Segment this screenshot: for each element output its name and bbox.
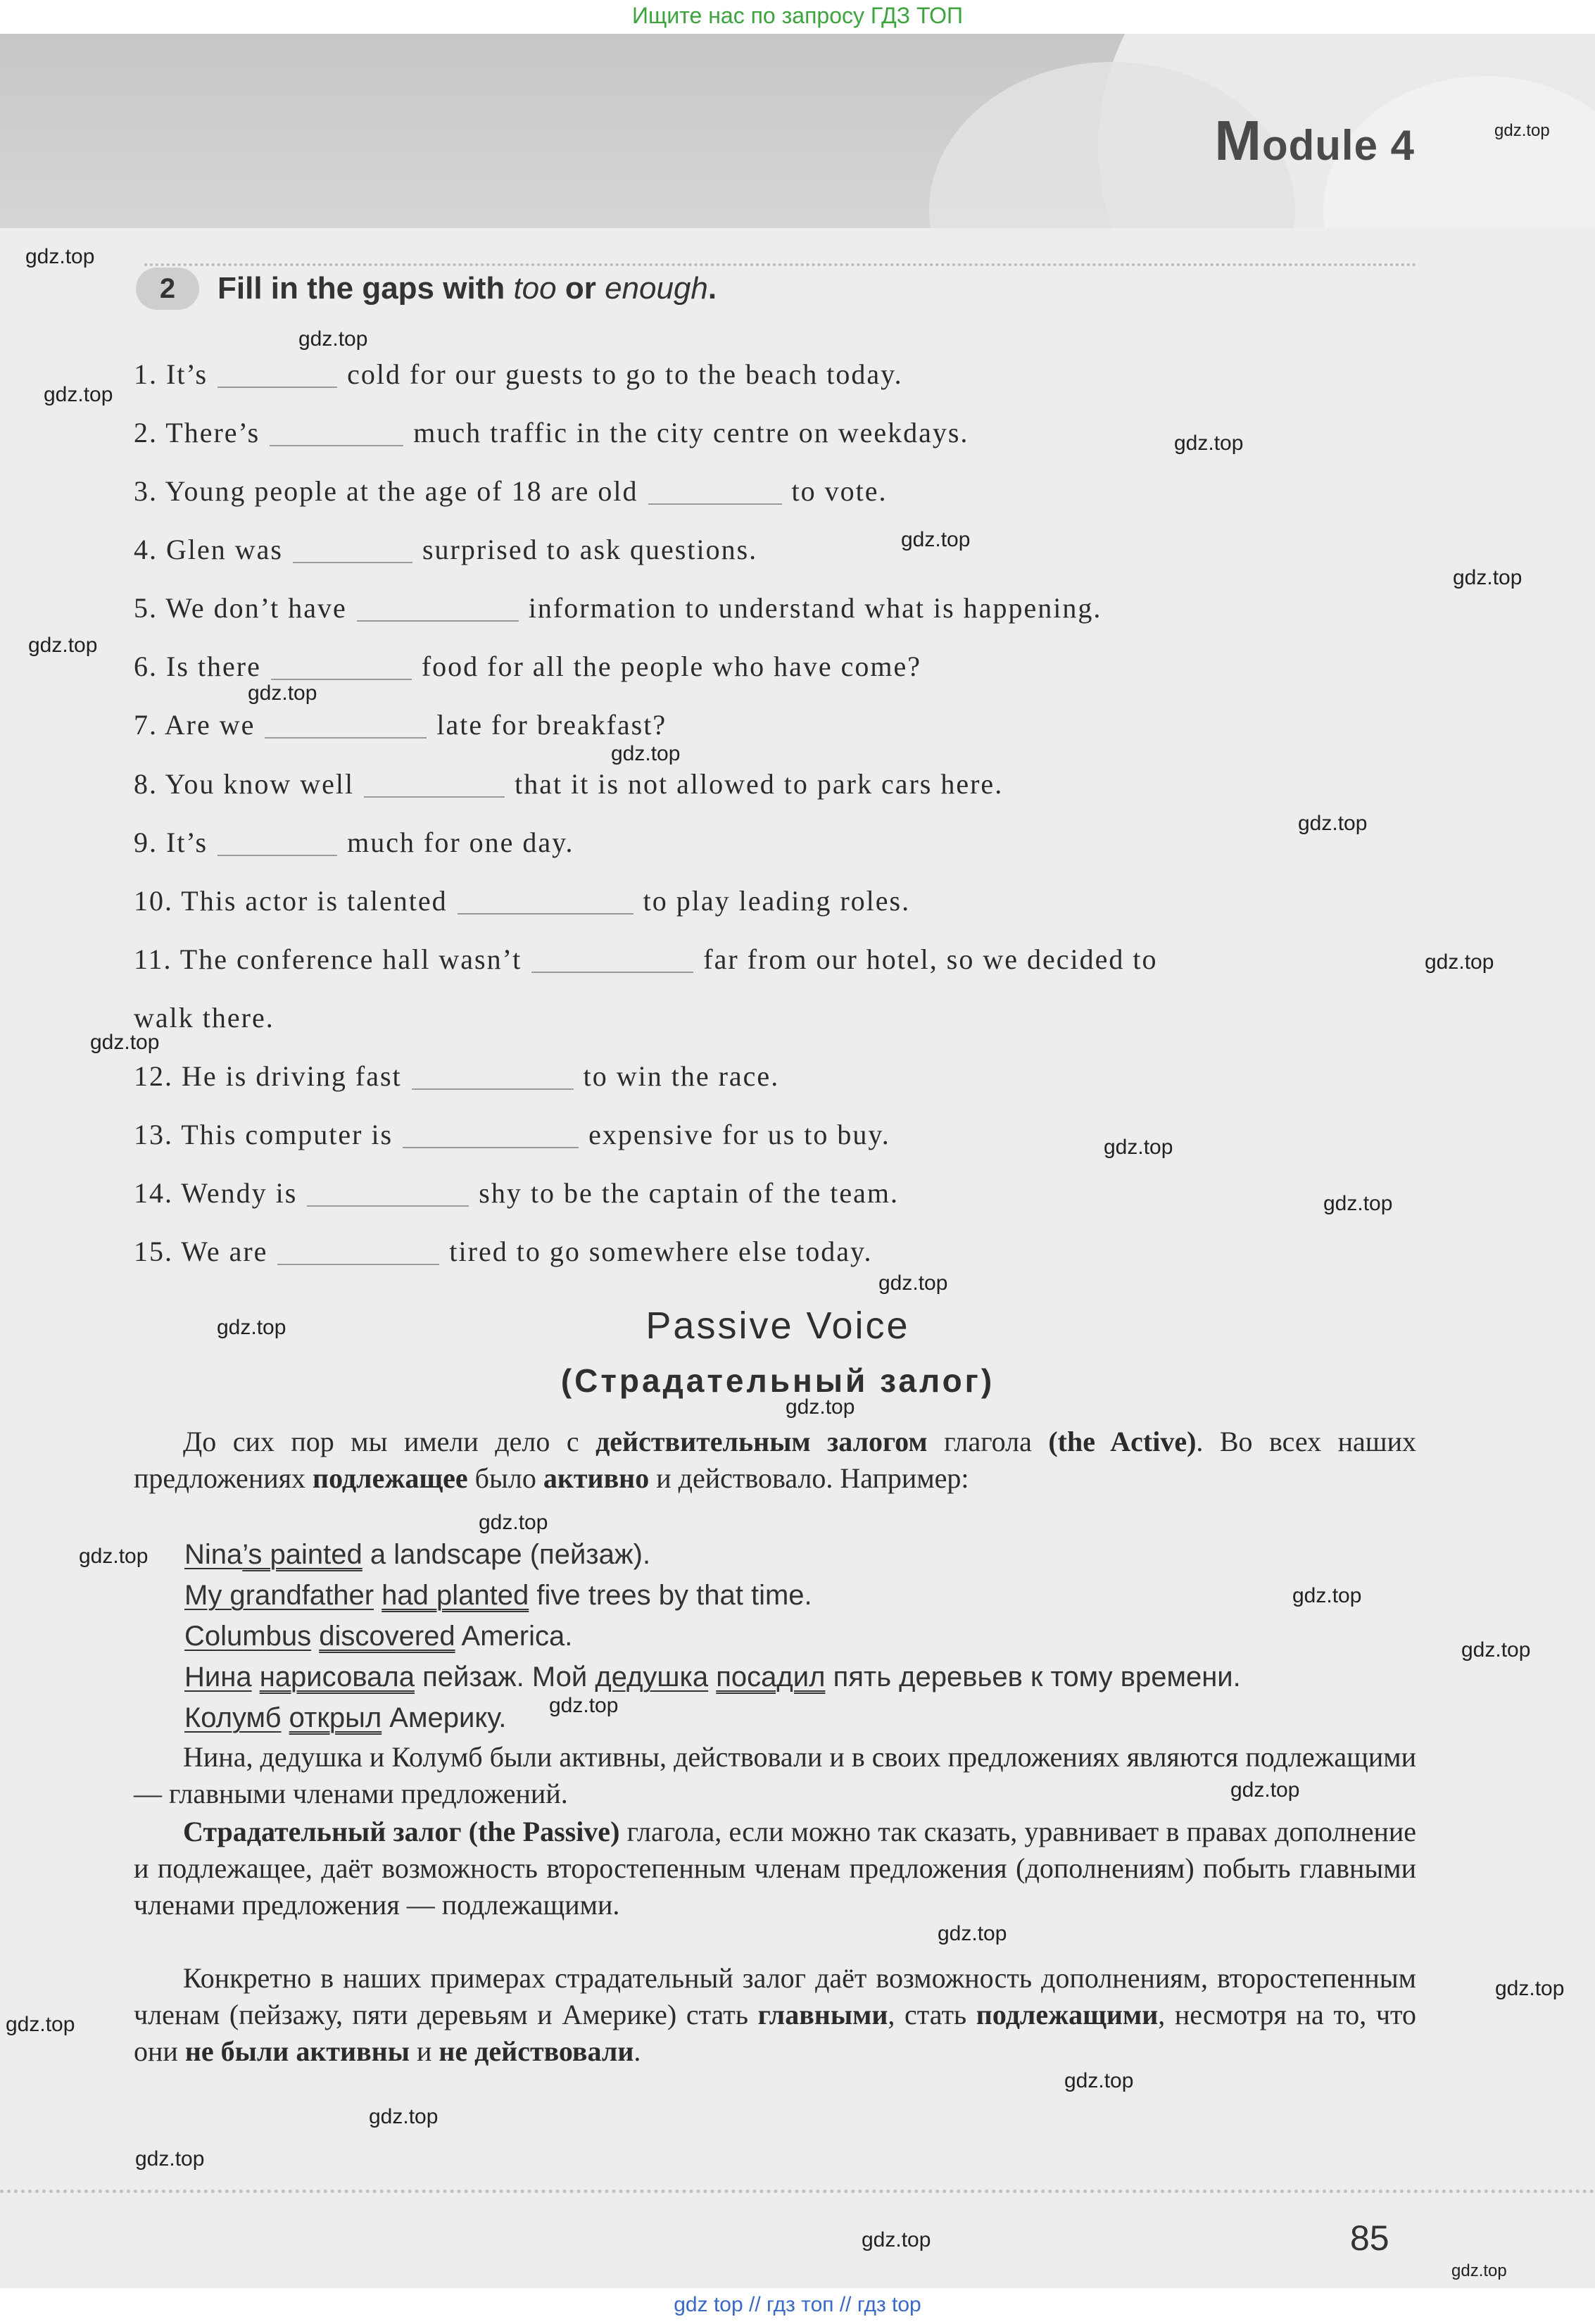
item-text: 6. Is there xyxy=(134,651,261,682)
watermark: gdz.top xyxy=(1174,432,1244,455)
para-bold: не действовали xyxy=(439,2035,634,2067)
watermark: gdz.top xyxy=(938,1922,1007,1945)
para-text: До сих пор мы имели дело с xyxy=(183,1426,596,1457)
example-sentence xyxy=(184,1662,1241,1693)
instruction-enough: enough xyxy=(605,271,708,306)
para-text: , несмотря на то, что они xyxy=(134,1999,1416,2067)
watermark: gdz.top xyxy=(549,1694,619,1717)
paragraph-active-summary: Нина, дедушка и Колумб были активны, действовали и в своих предложениях являются подлежащими — главными членами предложений. xyxy=(134,1741,1416,1809)
para-text: Конкретно в наших примерах страдательный залог даёт возможность дополнениям, второстепенным членам (пейзажу, пяти деревьям и Америке) стать xyxy=(134,1962,1416,2030)
module-title xyxy=(1214,108,1415,173)
example-rest: America. xyxy=(455,1621,573,1652)
watermark: gdz.top xyxy=(1104,1136,1173,1159)
footer-divider xyxy=(0,2190,1595,2193)
answer-gap[interactable] xyxy=(307,1183,469,1207)
example-sentence xyxy=(184,1539,650,1571)
watermark: gdz.top xyxy=(6,2013,75,2036)
example-rest: a landscape (пейзаж). xyxy=(362,1539,651,1570)
para-bold: не были активны xyxy=(184,2035,410,2067)
watermark: gdz.top xyxy=(1292,1584,1362,1607)
exercise-item-continuation xyxy=(134,1001,275,1034)
example-sentence xyxy=(184,1621,572,1652)
section-title: Passive Voice xyxy=(645,1305,910,1347)
module-title-cap: M xyxy=(1214,109,1262,172)
instruction-too: too xyxy=(513,271,557,306)
watermark: gdz.top xyxy=(1064,2069,1134,2092)
answer-gap[interactable] xyxy=(357,598,519,622)
answer-gap[interactable] xyxy=(458,891,633,915)
example-rest: пять деревьев к тому времени. xyxy=(825,1662,1241,1692)
verb-underlined: нарисовала xyxy=(259,1662,415,1692)
subject-underlined: дедушка xyxy=(595,1662,709,1692)
watermark: gdz.top xyxy=(1461,1638,1531,1662)
item-text: 15. We are xyxy=(134,1236,268,1267)
para-bold: главными xyxy=(757,1999,888,2030)
para-text: глагола xyxy=(927,1426,1049,1457)
exercise-item xyxy=(134,708,667,741)
item-text: 12. He is driving fast xyxy=(134,1060,402,1092)
watermark: gdz.top xyxy=(369,2105,439,2128)
item-text: 13. This computer is xyxy=(134,1119,393,1150)
verb-underlined: ’s painted xyxy=(242,1539,362,1570)
watermark: gdz.top xyxy=(1298,812,1368,835)
item-text: expensive for us to buy. xyxy=(588,1119,890,1150)
item-text: to win the race. xyxy=(583,1060,780,1092)
exercise-item xyxy=(134,884,910,917)
exercise-instruction xyxy=(218,271,717,306)
watermark: gdz.top xyxy=(1451,2261,1507,2280)
item-text: late for breakfast? xyxy=(436,709,667,741)
exercise-item xyxy=(134,1176,899,1210)
exercise-item xyxy=(134,358,903,391)
exercise-item xyxy=(134,416,969,449)
exercise-item xyxy=(134,1060,779,1093)
item-text: 2. There’s xyxy=(134,417,260,448)
watermark: gdz.top xyxy=(217,1316,286,1339)
answer-gap[interactable] xyxy=(265,715,427,739)
para-text: глагола, если можно так сказать, уравнивает в правах дополнение и подлежащее, даёт возможность второстепенным членам предложения (дополнениям) побыть главными членами предложения — подлежащими. xyxy=(134,1816,1417,1921)
item-text: 4. Glen was xyxy=(134,534,283,565)
subject-underlined: Колумб xyxy=(184,1702,282,1733)
answer-gap[interactable] xyxy=(218,364,337,388)
instruction-end: . xyxy=(707,271,717,306)
item-text: tired to go somewhere else today. xyxy=(449,1236,873,1267)
bottom-site-bar[interactable]: gdz top // гдз топ // гдз top xyxy=(0,2288,1595,2324)
item-text: 7. Are we xyxy=(134,709,256,741)
page-number: 85 xyxy=(1350,2218,1389,2258)
answer-gap[interactable] xyxy=(364,774,505,798)
answer-gap[interactable] xyxy=(403,1124,579,1148)
module-title-rest: odule 4 xyxy=(1261,122,1415,169)
exercise-item xyxy=(134,650,921,683)
watermark: gdz.top xyxy=(90,1031,160,1054)
watermark: gdz.top xyxy=(1230,1778,1300,1802)
watermark: gdz.top xyxy=(878,1271,948,1295)
exercise-item xyxy=(134,1235,872,1268)
item-text: 8. You know well xyxy=(134,768,355,800)
subject-underlined: Columbus xyxy=(184,1621,312,1652)
answer-gap[interactable] xyxy=(531,949,693,973)
watermark: gdz.top xyxy=(298,327,368,351)
watermark: gdz.top xyxy=(1494,121,1550,140)
section-subtitle: (Страдательный залог) xyxy=(560,1362,995,1399)
example-sentence xyxy=(184,1580,812,1612)
exercise-item xyxy=(134,767,1003,800)
example-sentence xyxy=(184,1702,506,1734)
subject-underlined: My grandfather xyxy=(184,1580,374,1611)
exercise-item xyxy=(134,1118,890,1151)
watermark: gdz.top xyxy=(901,528,971,551)
para-bold: подлежащее xyxy=(313,1462,468,1494)
watermark: gdz.top xyxy=(786,1395,855,1419)
example-rest: five trees by that time. xyxy=(529,1580,812,1611)
para-text: , стать xyxy=(888,1999,976,2030)
exercise-item xyxy=(134,943,1157,976)
item-text: walk there. xyxy=(134,1002,275,1034)
subject-underlined: Нина xyxy=(184,1662,252,1692)
watermark: gdz.top xyxy=(25,245,95,268)
watermark: gdz.top xyxy=(862,2228,931,2251)
item-text: that it is not allowed to park cars here. xyxy=(515,768,1004,800)
watermark: gdz.top xyxy=(611,742,681,765)
example-rest: Америку. xyxy=(382,1702,507,1733)
watermark: gdz.top xyxy=(28,634,98,657)
item-text: 10. This actor is talented xyxy=(134,885,448,917)
answer-gap[interactable] xyxy=(270,422,403,446)
item-text: 11. The conference hall wasn’t xyxy=(134,943,522,975)
subject-underlined: Nina xyxy=(184,1539,243,1570)
answer-gap[interactable] xyxy=(412,1066,574,1090)
para-text: и действовало. Например: xyxy=(649,1462,969,1494)
verb-underlined: открыл xyxy=(289,1702,382,1733)
item-text: food for all the people who have come? xyxy=(421,651,922,682)
exercise-item xyxy=(134,533,757,566)
item-text: shy to be the captain of the team. xyxy=(479,1177,899,1209)
answer-gap[interactable] xyxy=(293,539,412,563)
watermark: gdz.top xyxy=(248,682,317,705)
para-bold: Страдательный залог (the Passive) xyxy=(183,1816,620,1847)
item-text: surprised to ask questions. xyxy=(422,534,758,565)
para-bold: действительным залогом xyxy=(595,1426,928,1457)
watermark: gdz.top xyxy=(1425,950,1494,974)
item-text: 9. It’s xyxy=(134,827,208,858)
item-text: much for one day. xyxy=(347,827,574,858)
exercise-number: 2 xyxy=(136,268,199,310)
watermark: gdz.top xyxy=(79,1545,149,1568)
paragraph-passive-definition xyxy=(134,1814,1416,1923)
para-text: было xyxy=(467,1462,543,1494)
para-bold: подлежащими xyxy=(976,1999,1159,2030)
exercise-divider xyxy=(144,263,1417,266)
exercise-item xyxy=(134,826,574,859)
instruction-text: Fill in the gaps with xyxy=(218,271,514,306)
para-text: . Во всех наших предложениях xyxy=(134,1426,1416,1494)
para-text: и xyxy=(409,2035,439,2067)
answer-gap[interactable] xyxy=(648,481,782,505)
para-bold: активно xyxy=(543,1462,650,1494)
exercise-item xyxy=(134,475,888,508)
watermark: gdz.top xyxy=(1323,1192,1393,1215)
item-text: 14. Wendy is xyxy=(134,1177,298,1209)
watermark: gdz.top xyxy=(1453,566,1522,589)
verb-underlined: посадил xyxy=(716,1662,826,1692)
item-text: to vote. xyxy=(791,475,888,507)
item-text: 1. It’s xyxy=(134,358,208,390)
item-text: to play leading roles. xyxy=(643,885,911,917)
watermark: gdz.top xyxy=(1495,1977,1565,2000)
paragraph-passive-example xyxy=(134,1960,1416,2070)
watermark: gdz.top xyxy=(479,1511,548,1534)
item-text: far from our hotel, so we decided to xyxy=(703,943,1158,975)
instruction-or: or xyxy=(556,271,605,306)
item-text: 3. Young people at the age of 18 are old xyxy=(134,475,638,507)
item-text: 5. We don’t have xyxy=(134,592,347,624)
exercise-item xyxy=(134,591,1102,624)
verb-underlined: had planted xyxy=(382,1580,529,1611)
watermark: gdz.top xyxy=(44,383,113,406)
example-rest: пейзаж. Мой xyxy=(414,1662,595,1692)
watermark: gdz.top xyxy=(135,2147,205,2171)
para-text: . xyxy=(633,2035,641,2067)
paragraph-intro xyxy=(134,1424,1416,1497)
item-text: much traffic in the city centre on weekdays. xyxy=(413,417,969,448)
para-bold: (the Active) xyxy=(1048,1426,1197,1457)
item-text: cold for our guests to go to the beach today. xyxy=(347,358,903,390)
answer-gap[interactable] xyxy=(271,656,412,680)
top-search-banner[interactable]: Ищите нас по запросу ГДЗ ТОП xyxy=(0,0,1595,34)
item-text: information to understand what is happening. xyxy=(528,592,1102,624)
answer-gap[interactable] xyxy=(277,1241,439,1265)
verb-underlined: discovered xyxy=(319,1621,455,1652)
answer-gap[interactable] xyxy=(218,832,337,856)
